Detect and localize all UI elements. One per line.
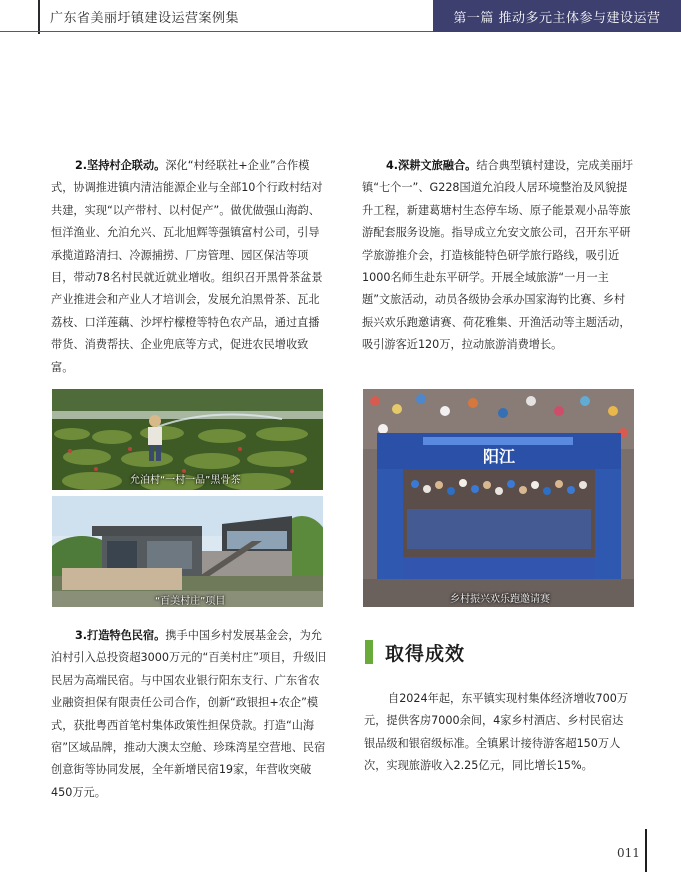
- chapter-banner: 第一篇 推动多元主体参与建设运营: [433, 0, 681, 32]
- section-2-body: 深化“村经联社+企业”合作模式，协调推进镇内清洁能源企业与全部10个行政村结对共建，实现“以产带村、以村促产”。做优做强山海韵、恒洋渔业、允泊允兴、瓦北旭辉等强镇富村公司，引导承揽道路清扫、冷源捕捞、厂房管理、园区保洁等项目，带动78名村民就近就业增收。组织召开黑骨茶盆景产业推进会和产业人才培训会，发展允泊黑骨茶、瓦北荔枝、口洋莲藕、沙坪柠檬橙等特色农产品，通过直播带货、消费帮扶、企业兜底等方式，促进农民增收致富。: [51, 159, 323, 374]
- section-4-paragraph: [362, 155, 634, 357]
- section-4-heading: 4.深耕文旅融合。: [386, 159, 477, 172]
- villa-photo: [52, 496, 323, 607]
- section-2-heading: 2.坚持村企联动。: [75, 159, 166, 172]
- tea-garden-photo: [52, 389, 323, 490]
- results-section-heading: [365, 638, 465, 666]
- section-3-heading: 3.打造特色民宿。: [75, 629, 166, 642]
- section-2-paragraph: [51, 155, 326, 379]
- section-4-body: 结合典型镇村建设，完成美丽圩镇“七个一”、G228国道允泊段人居环境整治及风貌提升工程，新建葛塘村生态停车场、原子能景观小品等旅游配套服务设施。指导成立允安文旅公司，召开东平研学旅游推介会，打造核能特色研学旅行路线，吸引近1000名师生赴东平研学。开展全域旅游“一月一主题”文旅活动，动员各级协会承办国家海钓比赛、乡村振兴欢乐跑邀请赛、荷花雅集、开渔活动等主题活动，吸引游客近120万，拉动旅游消费增长。: [362, 159, 633, 352]
- villa-illustration: [52, 496, 323, 607]
- results-paragraph: 自2024年起，东平镇实现村集体经济增收700万元，提供客房7000余间，4家乡村酒店、乡村民宿达银品级和银宿级标准。全镇累计接待游客超150万人次，实现旅游收入2.25亿元，同比增长15%。: [364, 692, 629, 773]
- page-number-rule: [645, 829, 647, 872]
- marathon-illustration: [363, 389, 634, 607]
- page-number: 011: [617, 846, 640, 860]
- svg-text:阳江: 阳江: [482, 447, 516, 466]
- marathon-photo: [363, 389, 634, 607]
- results-title: 取得成效: [385, 642, 466, 665]
- section-3-paragraph: [51, 625, 326, 804]
- header-left-rule: [38, 0, 40, 34]
- villa-caption: “百美村庄”项目: [155, 596, 226, 607]
- section-3-body: 携手中国乡村发展基金会，为允泊村引入总投资超3000万元的“百美村庄”项目，升级旧民居为高端民宿。与中国农业银行阳东支行、广东省农业融资担保有限责任公司合作，创新“政银担+农企”模式，获批粤西首笔村集体政策性担保贷款。打造“山海宿”区域品牌，推动大澳太空舱、珍珠湾星空营地、民宿创意街等协同发展，全年新增民宿19家，年营收突破450万元。: [51, 629, 327, 799]
- tea-garden-caption: 允泊村“一村一品”黑骨茶: [130, 475, 241, 486]
- header-rule: [0, 31, 433, 32]
- results-accent-bar: [365, 640, 373, 664]
- book-title: 广东省美丽圩镇建设运营案例集: [50, 11, 240, 26]
- marathon-caption: 乡村振兴欢乐跑邀请赛: [450, 594, 550, 605]
